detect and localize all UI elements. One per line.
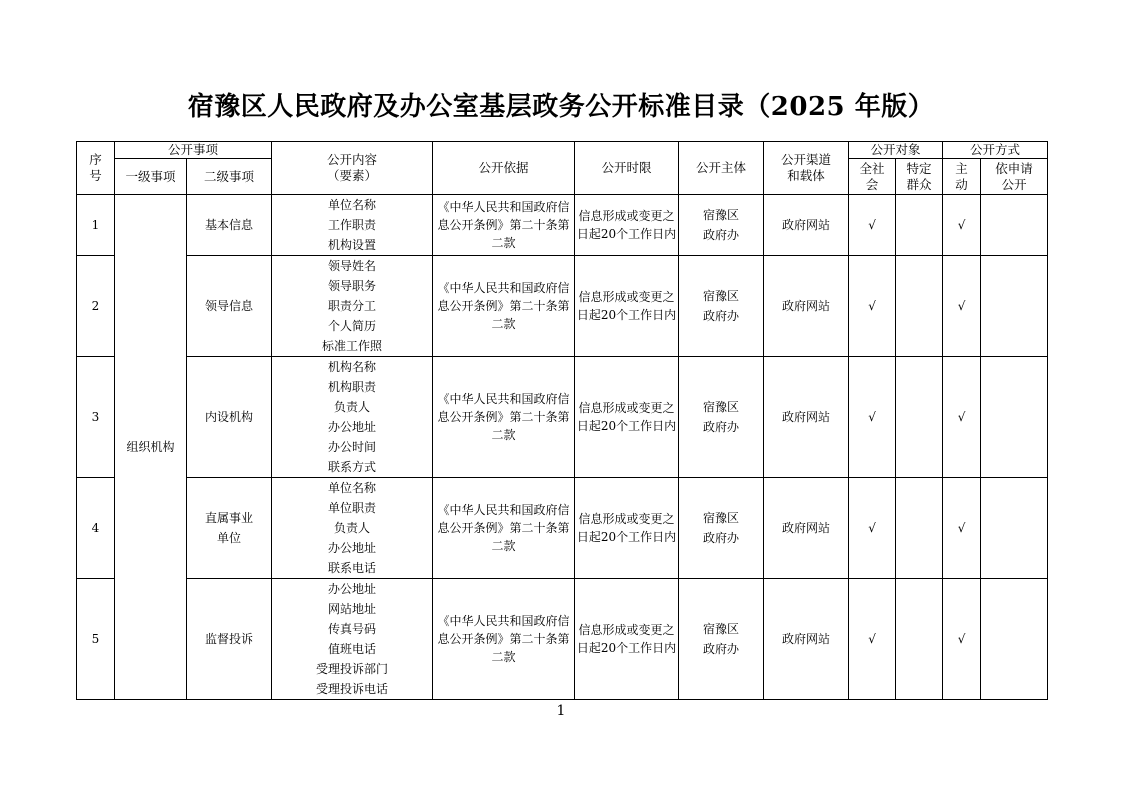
content-cell: 单位名称 工作职责 机构设置 [272,195,433,256]
content-cell: 办公地址 网站地址 传真号码 值班电话 受理投诉部门 受理投诉电话 [272,579,433,700]
level2-cell: 直属事业 单位 [187,478,272,579]
row-seq: 4 [77,478,115,579]
time-limit-cell: 信息形成或变更之日起20个工作日内 [575,579,679,700]
subject-cell: 宿豫区 政府办 [679,357,764,478]
table-row [77,478,1048,579]
content-cell: 机构名称 机构职责 负责人 办公地址 办公时间 联系方式 [272,357,433,478]
row-seq: 5 [77,579,115,700]
method-request-cell [981,357,1048,478]
method-active-cell: √ [943,195,981,256]
method-active-cell: √ [943,579,981,700]
target-specific-cell [896,256,943,357]
target-specific-cell [896,478,943,579]
header-seq: 序 号 [77,142,115,195]
channel-cell: 政府网站 [764,579,849,700]
time-limit-cell: 信息形成或变更之日起20个工作日内 [575,256,679,357]
basis-cell: 《中华人民共和国政府信息公开条例》第二十条第二款 [433,256,575,357]
document-title: 宿豫区人民政府及办公室基层政务公开标准目录（2025 年版） [187,92,935,122]
level2-cell: 基本信息 [187,195,272,256]
row-seq: 2 [77,256,115,357]
target-all-cell: √ [849,579,896,700]
target-specific-cell [896,579,943,700]
basis-cell: 《中华人民共和国政府信息公开条例》第二十条第二款 [433,579,575,700]
header-basis: 公开依据 [433,142,575,195]
content-cell: 领导姓名 领导职务 职责分工 个人简历 标准工作照 [272,256,433,357]
time-limit-cell: 信息形成或变更之日起20个工作日内 [575,478,679,579]
target-all-cell: √ [849,256,896,357]
method-request-cell [981,195,1048,256]
channel-cell: 政府网站 [764,357,849,478]
method-active-cell: √ [943,357,981,478]
target-all-cell: √ [849,195,896,256]
table-row [77,195,1048,256]
header-content: 公开内容 （要素） [272,142,433,195]
level2-cell: 领导信息 [187,256,272,357]
subject-cell: 宿豫区 政府办 [679,195,764,256]
header-target-specific: 特定 群众 [896,159,943,195]
target-specific-cell [896,357,943,478]
subject-cell: 宿豫区 政府办 [679,579,764,700]
level2-cell: 内设机构 [187,357,272,478]
level1-cell: 组织机构 [115,195,187,700]
method-active-cell: √ [943,256,981,357]
channel-cell: 政府网站 [764,195,849,256]
page-number: 1 [556,703,566,719]
catalog-table [76,141,1048,700]
method-request-cell [981,478,1048,579]
method-request-cell [981,579,1048,700]
basis-cell: 《中华人民共和国政府信息公开条例》第二十条第二款 [433,478,575,579]
header-target-all: 全社 会 [849,159,896,195]
target-all-cell: √ [849,357,896,478]
header-method: 公开方式 [943,142,1048,159]
content-cell: 单位名称 单位职责 负责人 办公地址 联系电话 [272,478,433,579]
basis-cell: 《中华人民共和国政府信息公开条例》第二十条第二款 [433,357,575,478]
table-row [77,579,1048,700]
channel-cell: 政府网站 [764,256,849,357]
subject-cell: 宿豫区 政府办 [679,256,764,357]
time-limit-cell: 信息形成或变更之日起20个工作日内 [575,195,679,256]
method-active-cell: √ [943,478,981,579]
header-matter: 公开事项 [115,142,272,159]
subject-cell: 宿豫区 政府办 [679,478,764,579]
row-seq: 1 [77,195,115,256]
level2-cell: 监督投诉 [187,579,272,700]
table-row [77,256,1048,357]
header-channel: 公开渠道 和载体 [764,142,849,195]
header-target: 公开对象 [849,142,943,159]
channel-cell: 政府网站 [764,478,849,579]
method-request-cell [981,256,1048,357]
header-time-limit: 公开时限 [575,142,679,195]
header-level2: 二级事项 [187,159,272,195]
target-all-cell: √ [849,478,896,579]
header-method-request: 依申请 公开 [981,159,1048,195]
row-seq: 3 [77,357,115,478]
header-level1: 一级事项 [115,159,187,195]
header-subject: 公开主体 [679,142,764,195]
target-specific-cell [896,195,943,256]
basis-cell: 《中华人民共和国政府信息公开条例》第二十条第二款 [433,195,575,256]
time-limit-cell: 信息形成或变更之日起20个工作日内 [575,357,679,478]
table-row [77,357,1048,478]
header-method-active: 主 动 [943,159,981,195]
